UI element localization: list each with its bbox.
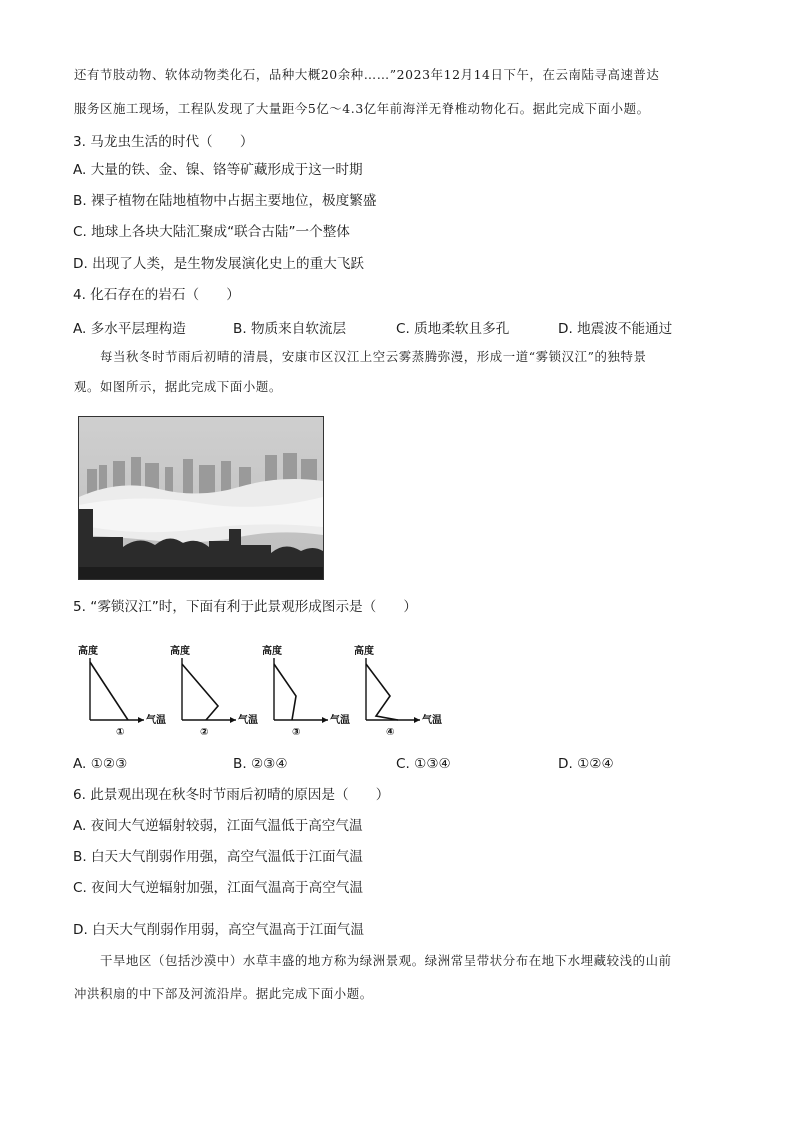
q3-option-b: B. 裸子植物在陆地植物中占据主要地位，极度繁盛	[73, 193, 377, 209]
graph-3-ylabel: 高度	[262, 646, 282, 657]
graph-1-arrow-icon	[138, 717, 144, 723]
temperature-graph-1	[78, 640, 178, 740]
q6-option-b: B. 白天大气削弱作用强，高空气温低于江面气温	[73, 849, 363, 865]
fog-river-photo	[78, 416, 324, 580]
graph-1-curve	[90, 662, 128, 720]
graph-2-xlabel: 气温	[238, 715, 258, 726]
graph-1-number: ①	[116, 727, 125, 738]
q5-option-c: C. ①③④	[396, 756, 451, 772]
graph-1-ylabel: 高度	[78, 646, 98, 657]
q4-stem: 4. 化石存在的岩石（ ）	[73, 287, 240, 303]
q4-option-c: C. 质地柔软且多孔	[396, 321, 510, 337]
q3-option-d: D. 出现了人类，是生物发展演化史上的重大飞跃	[73, 256, 364, 272]
graph-2-number: ②	[200, 727, 209, 738]
intro-line-1: 还有节肢动物、软体动物类化石，品种大概20余种……”2023年12月14日下午，在云南陆寻高速普达	[74, 67, 660, 82]
q4-option-d: D. 地震波不能通过	[558, 321, 673, 337]
q3-option-c: C. 地球上各块大陆汇聚成“联合古陆”一个整体	[73, 224, 350, 240]
graph-2-curve	[182, 664, 218, 720]
q4-option-b: B. 物质来自软流层	[233, 321, 347, 337]
graph-4-xlabel: 气温	[422, 715, 442, 726]
graph-3-xlabel: 气温	[330, 715, 350, 726]
q4-option-a: A. 多水平层理构造	[73, 321, 186, 337]
passage2-line-2: 观。如图所示，据此完成下面小题。	[74, 379, 282, 394]
q5-option-d: D. ①②④	[558, 756, 614, 772]
temperature-graph-4	[354, 640, 454, 740]
q6-stem: 6. 此景观出现在秋冬时节雨后初晴的原因是（ ）	[73, 787, 390, 803]
graph-4-curve	[366, 664, 398, 720]
graph-3-arrow-icon	[322, 717, 328, 723]
temperature-graph-3	[262, 640, 362, 740]
q6-option-a: A. 夜间大气逆辐射较弱，江面气温低于高空气温	[73, 818, 363, 834]
graph-4-ylabel: 高度	[354, 646, 374, 657]
graph-3-curve	[274, 664, 296, 720]
passage3-line-2: 冲洪积扇的中下部及河流沿岸。据此完成下面小题。	[74, 986, 373, 1001]
intro-line-2: 服务区施工现场，工程队发现了大量距今5亿～4.3亿年前海洋无脊椎动物化石。据此完成下面小题。	[74, 101, 650, 116]
graph-3-number: ③	[292, 727, 301, 738]
graph-2-ylabel: 高度	[170, 646, 190, 657]
fog-photo-illustration	[79, 417, 323, 579]
q3-stem: 3. 马龙虫生活的时代（ ）	[73, 134, 254, 150]
temperature-graph-2	[170, 640, 270, 740]
graph-2-arrow-icon	[230, 717, 236, 723]
graph-4-arrow-icon	[414, 717, 420, 723]
passage3-line-1: 干旱地区（包括沙漠中）水草丰盛的地方称为绿洲景观。绿洲常呈带状分布在地下水埋藏较浅的山前	[100, 953, 672, 968]
graph-1-xlabel: 气温	[146, 715, 166, 726]
q3-option-a: A. 大量的铁、金、镍、铬等矿藏形成于这一时期	[73, 162, 363, 178]
q5-stem: 5. “雾锁汉江”时，下面有利于此景观形成图示是（ ）	[73, 599, 418, 615]
q6-option-d: D. 白天大气削弱作用弱，高空气温高于江面气温	[73, 922, 364, 938]
passage2-line-1: 每当秋冬时节雨后初晴的清晨，安康市区汉江上空云雾蒸腾弥漫，形成一道“雾锁汉江”的独特景	[100, 349, 647, 364]
q6-option-c: C. 夜间大气逆辐射加强，江面气温高于高空气温	[73, 880, 364, 896]
q5-option-b: B. ②③④	[233, 756, 288, 772]
q5-option-a: A. ①②③	[73, 756, 128, 772]
graph-4-number: ④	[386, 727, 395, 738]
